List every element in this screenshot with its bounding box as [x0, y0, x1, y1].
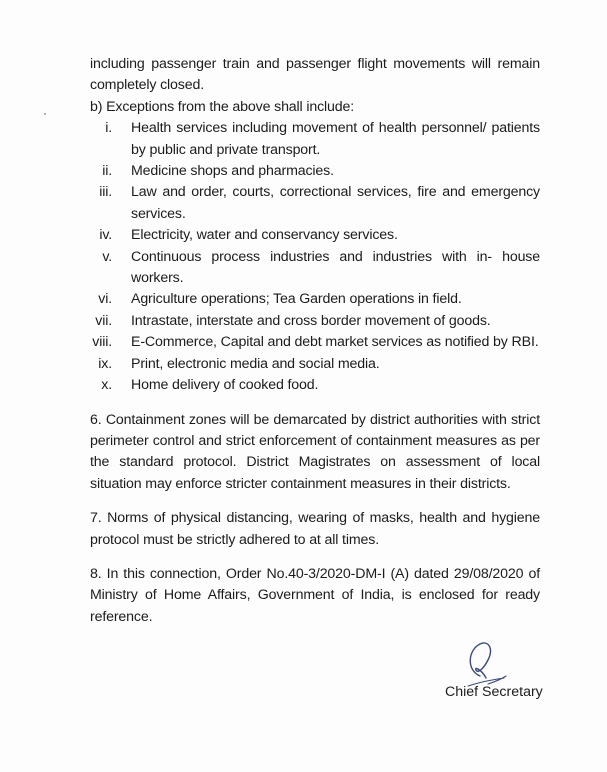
list-item-text: Continuous process industries and industries with in- house workers.: [131, 248, 540, 287]
exceptions-heading: b) Exceptions from the above shall include:: [90, 98, 355, 115]
list-numeral: i.: [105, 120, 112, 137]
list-item: [90, 332, 540, 353]
list-item: [90, 225, 540, 246]
list-numeral: v.: [102, 248, 112, 265]
list-numeral: vi.: [98, 291, 112, 308]
scan-speck: [44, 113, 46, 115]
list-item-text: Print, electronic media and social media.: [131, 355, 380, 372]
list-numeral: ix.: [98, 355, 112, 372]
list-item-text: Health services including movement of health personnel/ patients by public and private transport.: [131, 120, 540, 158]
paragraph-7: [90, 508, 540, 551]
paragraph-number: 8.: [90, 565, 102, 582]
paragraph-text: Norms of physical distancing, wearing of masks, health and hygiene protocol must be strictly adhered to at all times.: [90, 510, 540, 548]
list-numeral: x.: [101, 377, 112, 394]
list-numeral: iv.: [99, 227, 112, 244]
list-item-text: Agriculture operations; Tea Garden operations in field.: [131, 291, 462, 308]
list-item: [90, 354, 540, 375]
list-item: [90, 118, 540, 161]
list-item-text: Law and order, courts, correctional services, fire and emergency services.: [131, 184, 540, 222]
list-item: [90, 161, 540, 182]
list-numeral: viii.: [92, 334, 112, 351]
intro-line-2: completely closed.: [90, 77, 205, 94]
paragraph-number: 7.: [90, 510, 102, 527]
list-numeral: vii.: [95, 312, 112, 329]
paragraph-text: Containment zones will be demarcated by district authorities with strict perimeter control and strict enforcement of containment measures as per the standard protocol. District Magistrates on assessment of local situation may enforce stricter containment measures in their districts.: [90, 411, 540, 492]
list-item: [90, 375, 540, 396]
handwritten-signature-icon: [458, 640, 528, 690]
exceptions-list: [90, 118, 540, 396]
paragraph-gap: [90, 397, 540, 410]
signature-block: [440, 640, 550, 710]
list-item-text: Medicine shops and pharmacies.: [131, 163, 334, 180]
document-body: [90, 54, 540, 628]
list-numeral: iii.: [99, 184, 112, 201]
list-item-text: Intrastate, interstate and cross border movement of goods.: [131, 312, 491, 329]
list-item: [90, 182, 540, 225]
intro-line-1: including passenger train and passenger flight movements will remain: [90, 56, 540, 72]
paragraph-text: In this connection, Order No.40-3/2020-DM-I (A) dated 29/08/2020 of Ministry of Home Affairs, Government of India, is enclosed for ready reference.: [90, 565, 540, 625]
list-item-text: Electricity, water and conservancy services.: [131, 227, 398, 244]
list-numeral: ii.: [102, 163, 112, 180]
paragraph-8: [90, 564, 540, 628]
list-item: [90, 311, 540, 332]
designation: Chief Secretary: [445, 684, 543, 700]
list-item-text: Home delivery of cooked food.: [131, 377, 319, 394]
paragraph-gap: [90, 495, 540, 508]
paragraph-6: [90, 410, 540, 496]
list-item: [90, 247, 540, 290]
paragraph-number: 6.: [90, 411, 102, 428]
list-item-text: E-Commerce, Capital and debt market services as notified by RBI.: [131, 334, 539, 351]
list-item: [90, 289, 540, 310]
paragraph-gap: [90, 551, 540, 564]
